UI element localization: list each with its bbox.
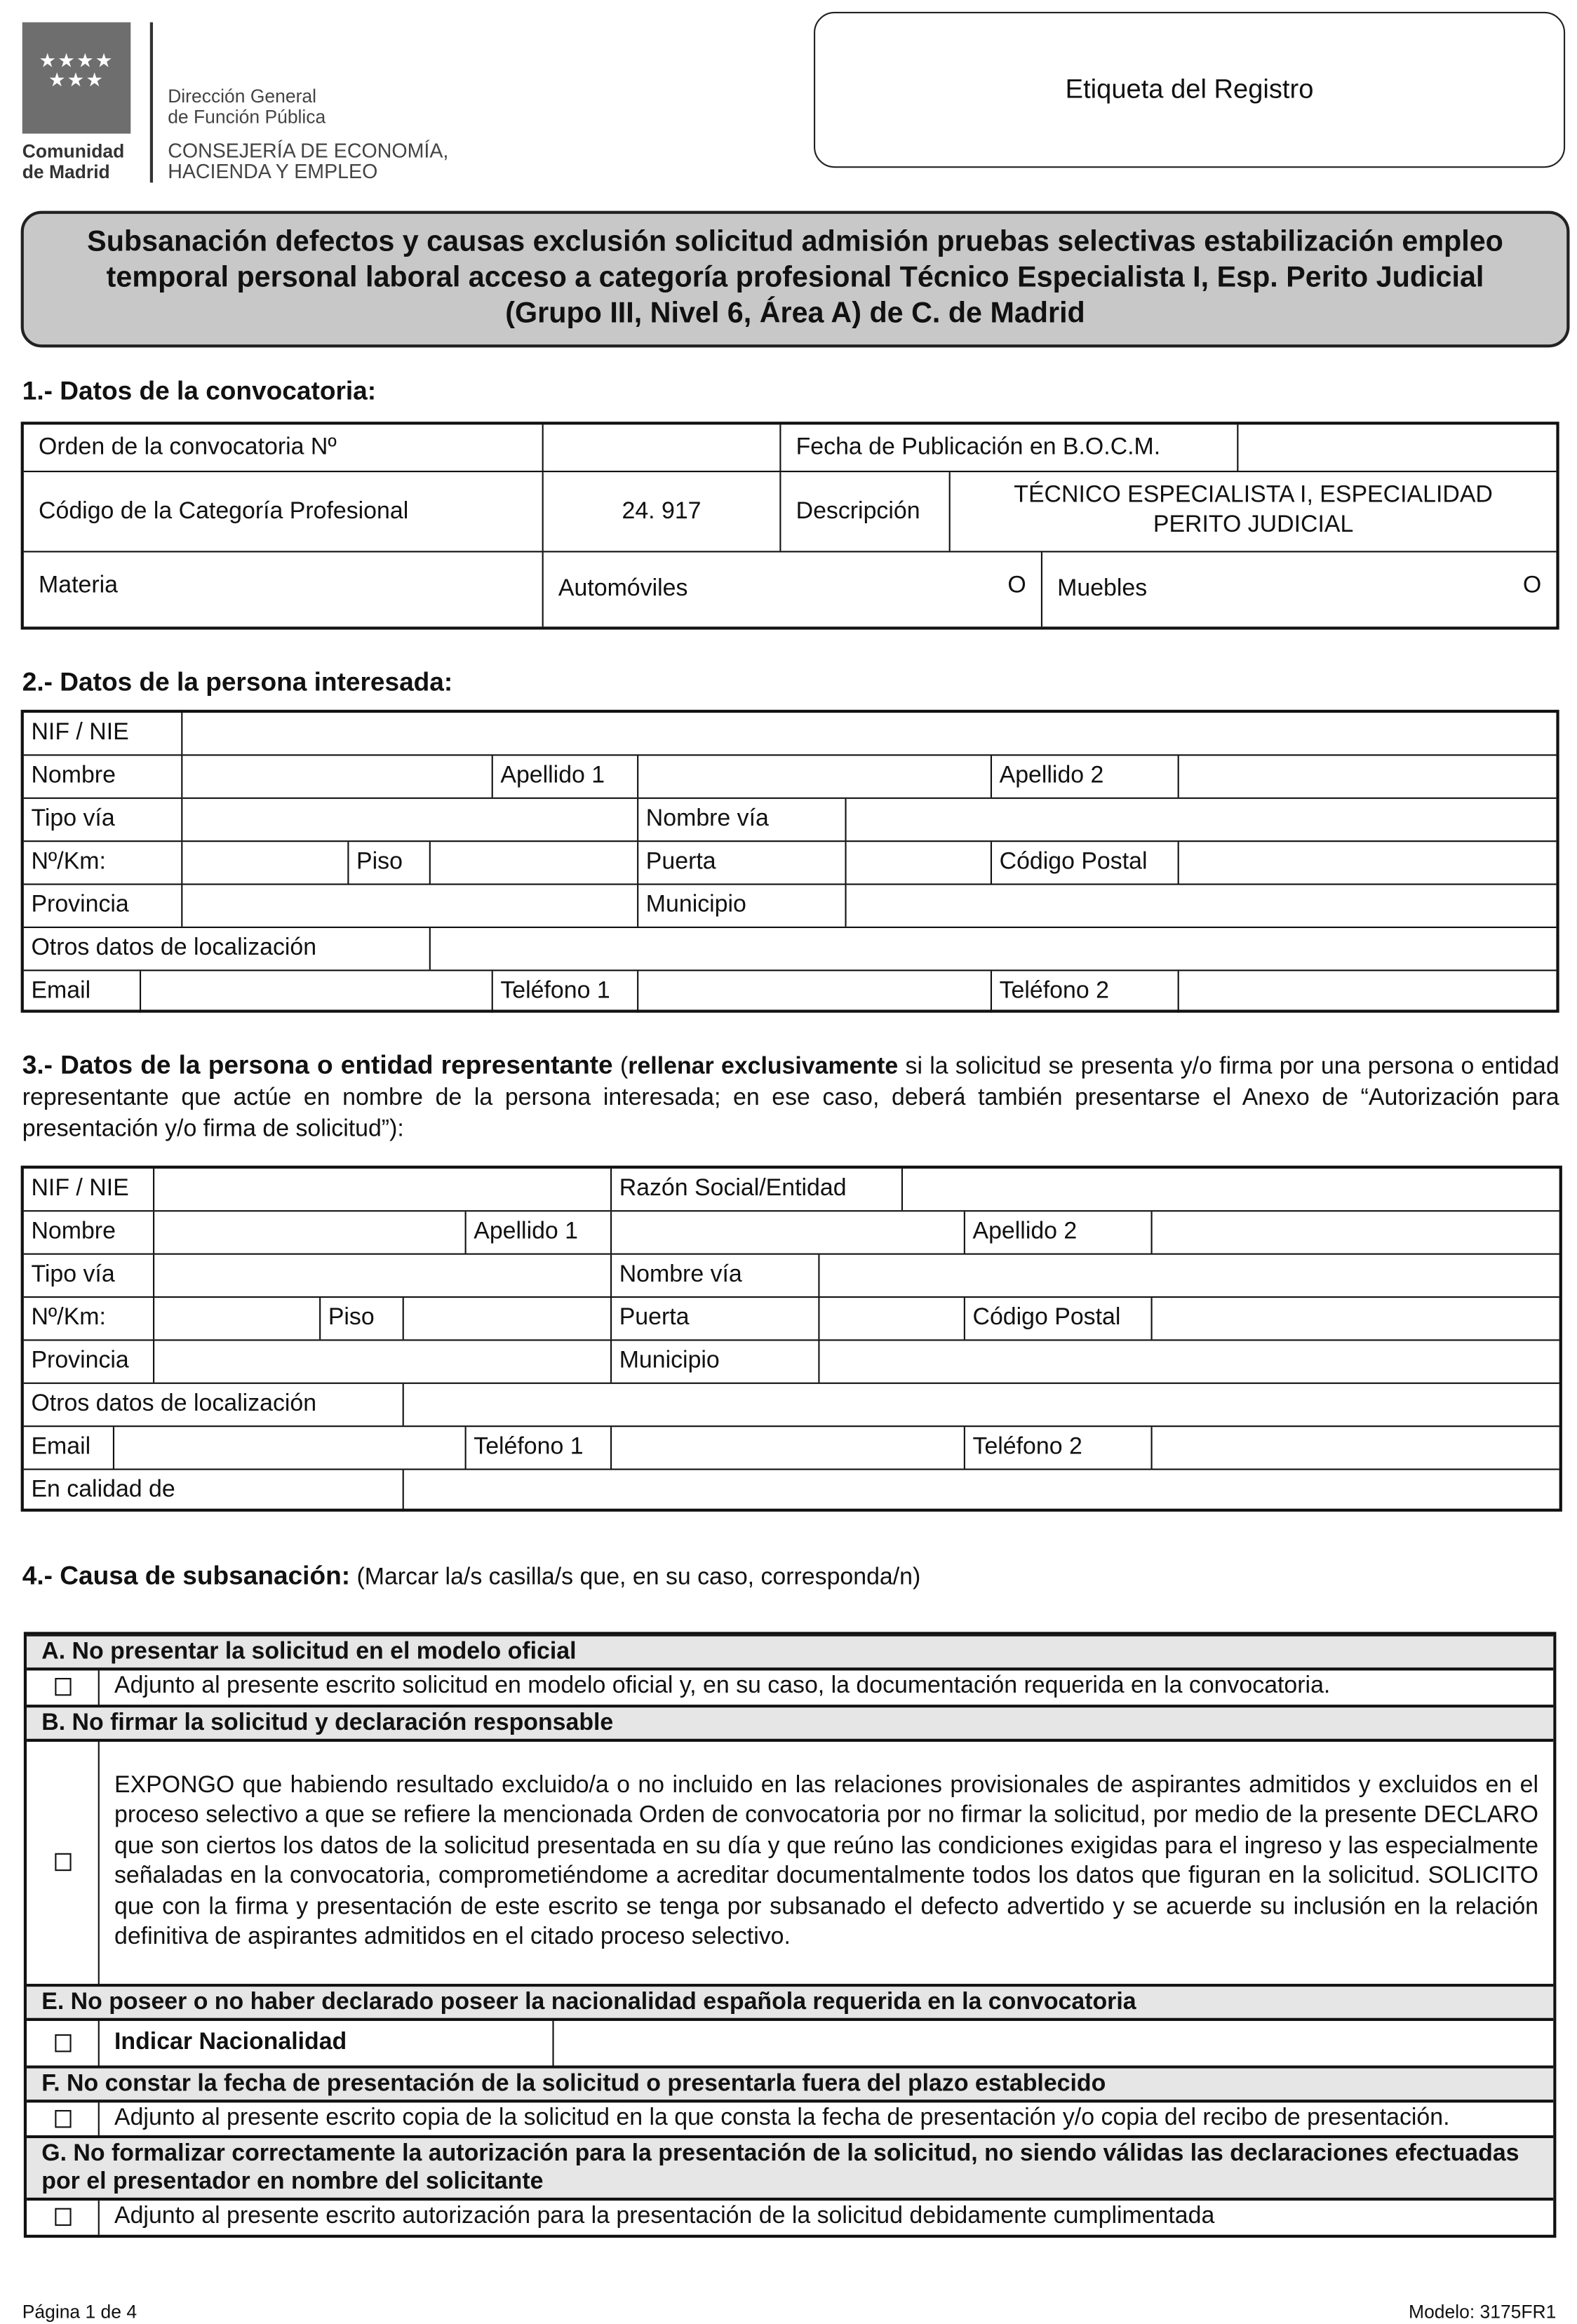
s3-text: si la solicitud se presenta y/o firma por una persona o entidad representante que actúe en nombre de la persona interesada; en ese caso, deberá también presentarse el Anexo de “Autorización para presentación y/o firma de solicitud”: [22, 1054, 1559, 1142]
nombre-input[interactable]: [154, 1211, 467, 1253]
nombre-label: Nombre: [24, 755, 182, 797]
option-label: Automóviles: [558, 576, 688, 602]
nif-input[interactable]: [154, 1169, 612, 1210]
cause-b-row: [27, 1741, 1553, 1986]
cause-g-row: [27, 2201, 1553, 2234]
registry-label-box: Etiqueta del Registro: [814, 12, 1565, 168]
tel1-input[interactable]: [638, 971, 992, 1012]
nationality-input[interactable]: [554, 2020, 1554, 2065]
interested-person-table: [21, 710, 1559, 1013]
paren: (: [612, 1054, 629, 1080]
section1-heading: 1.- Datos de la convocatoria:: [22, 375, 377, 405]
cp-input[interactable]: [1179, 842, 1557, 883]
nombre-via-label: Nombre vía: [638, 799, 846, 840]
provincia-label: Provincia: [24, 1341, 154, 1382]
nombre-input[interactable]: [182, 755, 492, 797]
municipio-input[interactable]: [847, 885, 1557, 927]
materia-label: Materia: [24, 552, 544, 626]
piso-input[interactable]: [431, 842, 638, 883]
apellido2-input[interactable]: [1153, 1211, 1559, 1253]
radio-icon[interactable]: O: [1007, 573, 1026, 599]
num-label: Nº/Km:: [24, 1298, 154, 1339]
cp-label: Código Postal: [965, 1298, 1153, 1339]
section3-heading: [22, 1050, 1559, 1145]
section4-title: 4.- Causa de subsanación:: [22, 1560, 351, 1591]
checkbox-b[interactable]: [54, 1853, 70, 1871]
tipo-via-input[interactable]: [182, 799, 638, 840]
puerta-input[interactable]: [819, 1298, 965, 1339]
cause-a-text: Adjunto al presente escrito solicitud en modelo oficial y, en su caso, la documentación requerida en la convocatoria.: [114, 1673, 1331, 1699]
tel1-label: Teléfono 1: [467, 1427, 612, 1468]
tipo-via-label: Tipo vía: [24, 799, 182, 840]
cp-label: Código Postal: [992, 842, 1179, 883]
logo-text: [22, 141, 125, 182]
apellido2-input[interactable]: [1179, 755, 1557, 797]
tel1-input[interactable]: [612, 1427, 965, 1468]
apellido1-input[interactable]: [612, 1211, 965, 1253]
calidad-input[interactable]: [404, 1470, 1559, 1512]
page-number: Página 1 de 4: [22, 2302, 137, 2323]
provincia-input[interactable]: [154, 1341, 612, 1382]
section2-heading: 2.- Datos de la persona interesada:: [22, 666, 453, 697]
num-input[interactable]: [182, 842, 349, 883]
piso-label: Piso: [321, 1298, 404, 1339]
order-input[interactable]: [544, 424, 781, 471]
paren: ):: [389, 1116, 404, 1142]
nif-input[interactable]: [182, 713, 1556, 754]
email-input[interactable]: [141, 971, 493, 1012]
checkbox-f[interactable]: [54, 2109, 70, 2127]
cause-a-row: [27, 1670, 1553, 1707]
cp-input[interactable]: [1153, 1298, 1559, 1339]
piso-label: Piso: [349, 842, 430, 883]
consejeria-name: [168, 141, 448, 182]
cause-b-text: EXPONGO que habiendo resultado excluido/a o no incluido en las relaciones provisionales de aspirantes admitidos y excluidos en el proceso selectivo a que se refiere la mencionada Orden de convocatoria por no firmar la solicitud, por medio de la presente DECLARO que son ciertos los datos de la solicitud presentada en su día y que reúno las condiciones exigidas para el ingreso y las especialmente señaladas en la convocatoria, comprometiéndome a acreditar documentalmente todos los datos que figuran en la solicitud. SOLICITO que con la firma y presentación de este escrito se tenga por subsanado el defecto advertido y se acuerde su inclusión en la relación definitiva de aspirantes admitidos en el citado proceso selectivo.: [114, 1772, 1539, 1950]
otros-input[interactable]: [431, 928, 1557, 969]
apellido2-label: Apellido 2: [992, 755, 1179, 797]
nombre-via-input[interactable]: [847, 799, 1557, 840]
otros-label: Otros datos de localización: [24, 928, 431, 969]
title-line: temporal personal laboral acceso a categoría profesional Técnico Especialista I, Esp. Perito Judicial: [106, 261, 1484, 295]
razon-input[interactable]: [903, 1169, 1559, 1210]
cause-f-text: Adjunto al presente escrito copia de la solicitud en la que consta la fecha de presentación y/o copia del recibo de presentación.: [114, 2104, 1450, 2130]
checkbox-e[interactable]: [54, 2034, 70, 2051]
causes-table: [24, 1632, 1557, 2237]
email-label: Email: [24, 1427, 114, 1468]
calidad-label: En calidad de: [24, 1470, 404, 1512]
section3-title: 3.- Datos de la persona o entidad representante: [22, 1049, 613, 1080]
s3-bold: rellenar exclusivamente: [628, 1054, 899, 1080]
apellido2-label: Apellido 2: [965, 1211, 1153, 1253]
form-title: [21, 211, 1570, 348]
logo-divider: [150, 22, 152, 183]
option-automoviles[interactable]: [544, 552, 1042, 626]
title-line: (Grupo III, Nivel 6, Área A) de C. de Madrid: [505, 297, 1085, 330]
puerta-label: Puerta: [638, 842, 846, 883]
convocatoria-table: [21, 422, 1559, 629]
code-label: Código de la Categoría Profesional: [24, 472, 544, 551]
email-label: Email: [24, 971, 141, 1012]
razon-label: Razón Social/Entidad: [612, 1169, 903, 1210]
puerta-label: Puerta: [612, 1298, 819, 1339]
municipio-label: Municipio: [638, 885, 846, 927]
option-muebles[interactable]: [1042, 552, 1556, 626]
provincia-label: Provincia: [24, 885, 182, 927]
section4-heading: [22, 1561, 921, 1592]
num-label: Nº/Km:: [24, 842, 182, 883]
cause-b-header: B. No firmar la solicitud y declaración responsable: [27, 1707, 1553, 1741]
tel2-label: Teléfono 2: [992, 971, 1179, 1012]
municipio-label: Municipio: [612, 1341, 819, 1382]
logo-line2: de Madrid: [22, 161, 110, 183]
nombre-via-input[interactable]: [819, 1255, 1559, 1296]
puerta-input[interactable]: [847, 842, 992, 883]
order-label: Orden de la convocatoria Nº: [24, 424, 544, 471]
option-label: Muebles: [1057, 576, 1148, 602]
pub-date-label: Fecha de Publicación en B.O.C.M.: [781, 424, 1238, 471]
dept-line2: de Función Pública: [168, 107, 326, 128]
title-line: Subsanación defectos y causas exclusión solicitud admisión pruebas selectivas estabilización empleo: [87, 225, 1503, 259]
logo-line1: Comunidad: [22, 141, 125, 162]
cons-line2: HACIENDA Y EMPLEO: [168, 160, 378, 183]
radio-icon[interactable]: O: [1522, 573, 1542, 599]
section4-note: (Marcar la/s casilla/s que, en su caso, corresponda/n): [350, 1565, 921, 1591]
tel2-input[interactable]: [1153, 1427, 1559, 1468]
checkbox-g[interactable]: [54, 2208, 70, 2226]
logo-stars-icon: ★★★★ ★★★: [39, 48, 114, 91]
cause-f-header: F. No constar la fecha de presentación de la solicitud o presentarla fuera del plazo establecido: [27, 2068, 1553, 2102]
representative-table: [21, 1166, 1562, 1512]
cause-g-header: G. No formalizar correctamente la autorización para la presentación de la solicitud, no siendo válidas las declaraciones efectuadas por el presentador en nombre del solicitante: [27, 2138, 1553, 2201]
model-number: Modelo: 3175FR1: [1409, 2302, 1557, 2323]
piso-input[interactable]: [404, 1298, 612, 1339]
tipo-via-label: Tipo vía: [24, 1255, 154, 1296]
email-input[interactable]: [114, 1427, 467, 1468]
tipo-via-input[interactable]: [154, 1255, 612, 1296]
nif-label: NIF / NIE: [24, 713, 182, 754]
tel2-label: Teléfono 2: [965, 1427, 1153, 1468]
cause-e-row: [27, 2020, 1553, 2068]
otros-input[interactable]: [404, 1384, 1559, 1425]
tel1-label: Teléfono 1: [493, 971, 638, 1012]
municipio-input[interactable]: [819, 1341, 1559, 1382]
otros-label: Otros datos de localización: [24, 1384, 404, 1425]
cause-f-row: [27, 2102, 1553, 2138]
pub-date-input[interactable]: [1238, 424, 1556, 471]
cause-e-header: E. No poseer o no haber declarado poseer la nacionalidad española requerida en la convocatoria: [27, 1986, 1553, 2020]
apellido1-input[interactable]: [638, 755, 992, 797]
cons-line1: CONSEJERÍA DE ECONOMÍA,: [168, 139, 449, 162]
tel2-input[interactable]: [1179, 971, 1557, 1012]
cause-a-header: A. No presentar la solicitud en el modelo oficial: [27, 1635, 1553, 1671]
code-value: 24. 917: [544, 472, 781, 551]
nationality-label: Indicar Nacionalidad: [100, 2020, 554, 2065]
apellido1-label: Apellido 1: [467, 1211, 612, 1253]
nombre-via-label: Nombre vía: [612, 1255, 819, 1296]
checkbox-a[interactable]: [54, 1679, 70, 1696]
num-input[interactable]: [154, 1298, 321, 1339]
cause-g-text: Adjunto al presente escrito autorización para la presentación de la solicitud debidamente cumplimentada: [114, 2203, 1215, 2229]
desc-value: TÉCNICO ESPECIALISTA I, ESPECIALIDAD PERITO JUDICIAL: [1014, 482, 1493, 538]
apellido1-label: Apellido 1: [493, 755, 638, 797]
dept-line1: Dirección General: [168, 86, 316, 107]
nif-label: NIF / NIE: [24, 1169, 154, 1210]
desc-label: Descripción: [781, 472, 950, 551]
provincia-input[interactable]: [182, 885, 638, 927]
dept-name: [168, 86, 326, 128]
nombre-label: Nombre: [24, 1211, 154, 1253]
